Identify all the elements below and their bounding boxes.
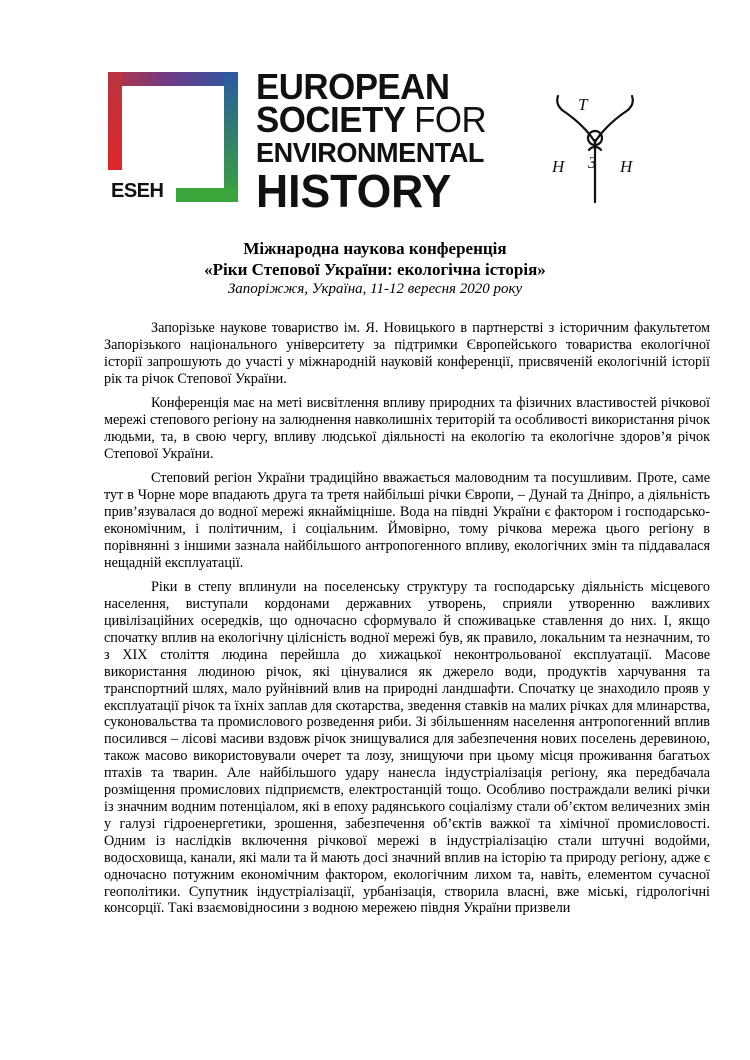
heading-subtitle: «Ріки Степової України: екологічна історія» [204,260,546,279]
novytsky-society-emblem-icon [548,80,643,205]
wordmark-line-4: HISTORY [256,165,452,217]
wordmark-line-2 [256,99,487,140]
paragraph-1: Запорізьке наукове товариство ім. Я. Новицького в партнерстві з історичним факультетом Запорізького національного університету за підтримки Європейського товариства екологічної історії запрошують до участі у міжнародній науковій конференції, присвяченій екологічній історії рік та річок Степової України. [104,320,710,387]
wordmark-for: FOR [414,99,487,140]
wordmark-society: SOCIETY [256,99,405,140]
eseh-wordmark [256,66,487,217]
svg-text:Т: Т [578,95,588,114]
heading-place-date: Запоріжжя, Україна, 11-12 вересня 2020 року [227,281,523,297]
paragraph-4: Ріки в степу вплинули на поселенську структуру та господарську діяльність місцевого населення, виступали кордонами державних утворень, сприяли утворенню важливих цивілізаційних осередків, що одночасно сформувало й споживацьке ставлення до них. І, якщо спочатку вплив на екологічну цілісність водної мережі був, як правило, локальним та незначним, то з XIX століття людина перейшла до хижацької неконтрольованої експлуатації. Масове використання людиною річок, які цінувалися як джерело води, продуктів харчування та транспортний шлях, мало руйнівний влив на природні ландшафти. Спочатку це знаходило прояв у експлуатації річок та їхніх заплав для скотарства, зведення ставків на малих річках для млинарства, суконовальства та промислового розведення риби. Зі збільшенням населення антропогенний вплив посилився – лісові масиви вздовж річок знищувалися для забезпечення нових поселень деревиною, також масово використовували очерет та лозу, знищуючи при цьому місця проживання багатьох птахів та тварин. Але найбільшого удару нанесла індустріалізація регіону, яка передбачала розміщення промислових підприємств, електростанцій тощо. Особливо постраждали великі річки із значним водним потенціалом, які в епоху радянського соціалізму стали об’єктом величезних змін у галузі гідроенергетики, зрошення, забезпечення об’єктів важкої та хімічної промисловості. Одним із наслідків включення річкової мережі в індустріалізацію стали штучні водойми, водосховища, канали, які мали та й мають досі значний вплив на історію та природу регіону, адже є одночасно потужним економічним фактором, екологічним лихом та, навіть, елементом сучасної геополітики. Супутник індустріалізації, урбанізація, створила власні, вже міські, гідрологічні консорції. Такі взаємовідносини з водною мережею півдня України призвели [104,579,710,917]
svg-text:Н: Н [620,157,633,176]
heading-title: Міжнародна наукова конференція [243,239,507,258]
paragraph-3: Степовий регіон України традиційно вважається маловодним та посушливим. Проте, саме тут в Чорне море впадають друга та третя найбільші річки Європи, – Дунай та Дніпро, а діяльність прив’язувалася до водної мережі якнайміцніше. Вода на півдні України є фактором і господарсько-економічним, і політичним, і соціальним. Ймовірно, тому річкова мережа цього регіону в порівнянні з іншими зазнала найбільшого антропогенного впливу, екологічних змін та піддавалася нещадній експлуатації. [104,470,710,571]
eseh-abbreviation: ESEH [111,180,164,202]
svg-text:З: З [588,153,597,172]
svg-text:Н: Н [552,157,565,176]
paragraph-2: Конференція має на меті висвітлення впливу природних та фізичних властивостей річкової мережі степового регіону на залюднення навколишніх територій та особливості використання річок людьми, та, в свою чергу, впливу людської діяльності на екологію та екологічне здоров’я річок Степової України. [104,395,710,462]
conference-heading [0,238,750,299]
wordmark-line-3: ENVIRONMENTAL [256,137,484,168]
document-body [104,320,710,925]
wordmark-line-1: EUROPEAN [256,66,450,107]
